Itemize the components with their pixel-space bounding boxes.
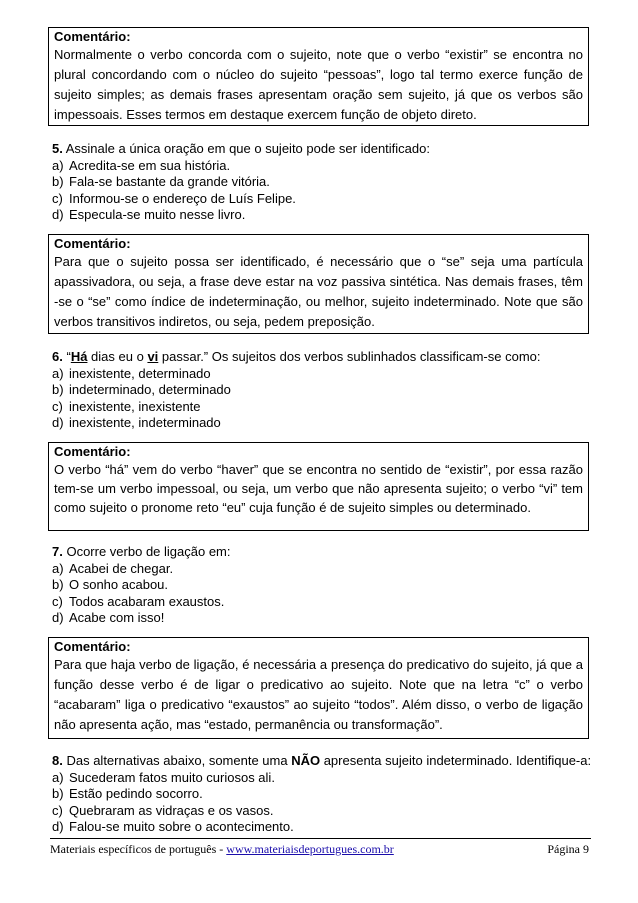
option-c: c) Informou-se o endereço de Luís Felipe. (52, 190, 296, 206)
page-number: Página 9 (547, 842, 589, 856)
comment-heading: Comentário: (54, 444, 131, 459)
option-b: b) Fala-se bastante da grande vitória. (52, 174, 270, 189)
option-c: c) Todos acabaram exaustos. (52, 593, 225, 609)
footer-source: Materiais específicos de português - www.materiaisdeportugues.com.br (50, 842, 394, 856)
option-d: d) Especula-se muito nesse livro. (52, 207, 246, 222)
underlined-verb-ha: Há (70, 349, 88, 364)
comment-heading: Comentário: (54, 639, 131, 654)
question-number: 6. (52, 349, 63, 364)
comment-heading: Comentário: (54, 29, 131, 44)
question-number: 8. (52, 753, 63, 768)
comment-text: Para que o sujeito possa ser identificado, é necessário que o “se” seja uma partícula apassivadora, ou seja, a frase deve estar na voz passiva sintética. Nas demais frases, têm -se o “se” como índice de indeterminação, ou melhor, sujeito indeterminado. Note que são verbos transitivos indiretos, ou seja, pedem preposição. (54, 254, 583, 329)
comment-text: Para que haja verbo de ligação, é necessária a presença do predicativo do sujeito, já que a função desse verbo é de ligar o predicativo ao sujeito. Note que na letra “c” o verbo “acabaram” liga o predicativo “exaustos” ao sujeito “todos”. Além disso, o verbo de ligação não apresenta ação, mas “estado, permanência ou transformação”. (54, 657, 583, 732)
comment-heading: Comentário: (54, 236, 131, 251)
comment-text: O verbo “há” vem do verbo “haver” que se encontra no sentido de “existir”, por essa razão tem-se um verbo impessoal, ou seja, um verbo que não apresenta sujeito; o verbo “vi” tem como sujeito o pronome reto “eu” cuja função é de sujeito simples ou determinado. (54, 462, 583, 515)
option-d: d) Falou-se muito sobre o acontecimento. (52, 819, 294, 834)
option-a: a) Acabei de chegar. (52, 560, 174, 576)
option-b: b) Estão pedindo socorro. (52, 786, 203, 801)
comment-box-4 (48, 637, 589, 739)
underlined-verb-vi: vi (147, 349, 159, 364)
question-5 (52, 141, 592, 224)
emphasis-nao: NÃO (291, 753, 321, 768)
option-b: b) indeterminado, determinado (52, 382, 231, 397)
option-a: a) Acredita-se em sua história. (52, 157, 231, 173)
question-7 (52, 544, 592, 627)
option-c: c) Quebraram as vidraças e os vasos. (52, 802, 274, 818)
option-b: b) O sonho acabou. (52, 577, 169, 592)
question-stem (52, 141, 592, 158)
comment-box-1 (48, 27, 589, 126)
question-number: 7. (52, 544, 63, 559)
option-d: d) inexistente, indeterminado (52, 415, 221, 430)
option-c: c) inexistente, inexistente (52, 398, 201, 414)
option-a: a) Sucederam fatos muito curiosos ali. (52, 769, 275, 785)
question-stem: 6. “Há dias eu o vi passar.” Os sujeitos dos verbos sublinhados classificam-se como: (52, 349, 541, 364)
option-a: a) inexistente, determinado (52, 365, 211, 381)
question-8 (52, 753, 592, 836)
question-stem: 8. Das alternativas abaixo, somente uma NÃO apresenta sujeito indeterminado. Identifique-a: (52, 753, 592, 768)
question-6 (52, 349, 592, 432)
question-stem (52, 544, 592, 561)
question-text: Ocorre verbo de ligação em: (66, 544, 231, 559)
question-text: Assinale a única oração em que o sujeito pode ser identificado: (65, 141, 430, 156)
question-number: 5. (52, 141, 63, 156)
page-footer (50, 838, 591, 857)
footer-website-link[interactable]: www.materiaisdeportugues.com.br (226, 842, 394, 856)
comment-box-3 (48, 442, 589, 531)
option-d: d) Acabe com isso! (52, 610, 165, 625)
comment-text: Normalmente o verbo concorda com o sujeito, note que o verbo “existir” se encontra no plural concordando com o núcleo do sujeito “pessoas”, logo tal termo exerce função de sujeito simples; as demais frases apresentam oração sem sujeito, já que os verbos são impessoais. Esses termos em destaque exercem função de objeto direto. (54, 47, 583, 122)
comment-box-2 (48, 234, 589, 334)
